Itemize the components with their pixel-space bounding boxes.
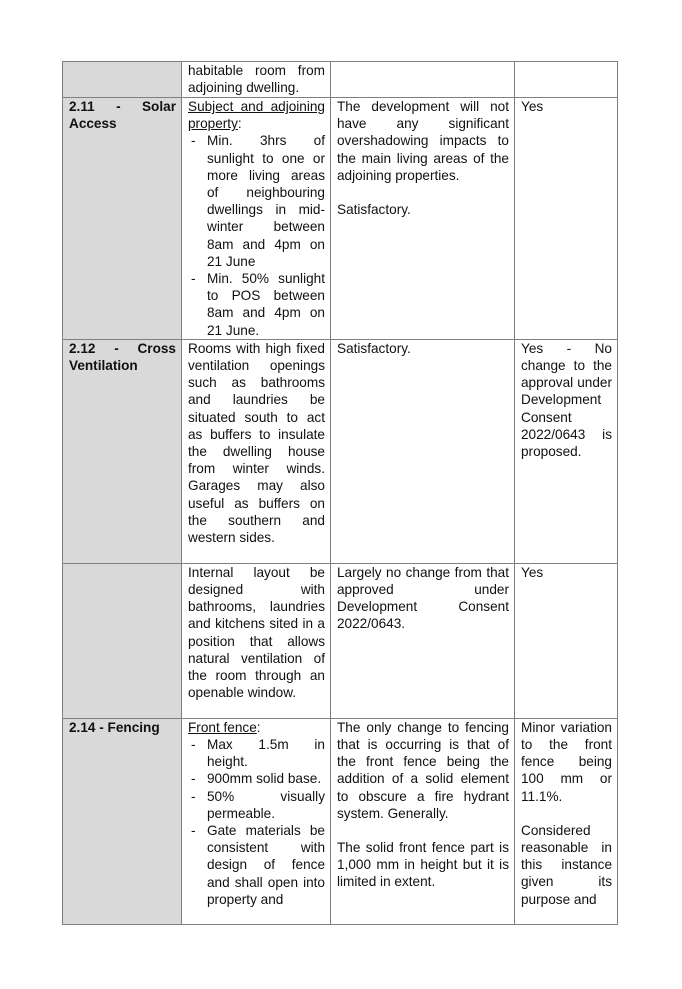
list-item: - Max 1.5m in height. (188, 736, 325, 770)
proposal-text: The solid front fence part is 1,000 mm in height but it is limited in extent. (337, 840, 509, 890)
compliance-text: Minor variation to the front fence being 100 mm or 11.1%. (521, 719, 612, 804)
proposal-cell: Largely no change from that approved under Development Consent 2022/0643. (331, 563, 515, 718)
requirement-cell: habitable room from adjoining dwelling. (182, 62, 331, 98)
proposal-text: Satisfactory. (337, 202, 411, 218)
proposal-text: The only change to fencing that is occurring is that of the front fence being the addition of a solid element to obscure a fire hydrant system. Generally. (337, 719, 509, 821)
proposal-text: The development will not have any significant overshadowing impacts to the main living areas of the adjoining properties. (337, 99, 509, 183)
document-page (62, 61, 617, 925)
table-row (63, 718, 618, 924)
list-item: - Min. 3hrs of sunlight to one or more living areas of neighbouring dwellings in mid-winter between 8am and 4pm on 21 June (188, 132, 325, 270)
requirement-list (188, 132, 325, 338)
requirement-cell: Subject and adjoining property: - Min. 3hrs of sunlight to one or more living areas of neighbouring dwellings in mid-winter between 8am and 4pm on 21 June - Min. 50% sunlight to POS between 8am and 4pm on 21 June. (182, 98, 331, 340)
compliance-text: Considered reasonable in this instance given its purpose and (521, 822, 612, 907)
compliance-cell (515, 62, 618, 98)
requirement-cell: Internal layout be designed with bathrooms, laundries and kitchens sited in a position that allows natural ventilation of the room through an openable window. (182, 563, 331, 718)
control-heading: 2.12 - Cross Ventilation (63, 339, 182, 563)
table-row (63, 98, 618, 340)
list-item: - 50% visually permeable. (188, 788, 325, 822)
table-row (63, 339, 618, 563)
compliance-cell: Yes (515, 563, 618, 718)
control-heading: 2.14 - Fencing (63, 718, 182, 924)
list-item: - Gate materials be consistent with design of fence and shall open into property and (188, 822, 325, 908)
compliance-cell: Yes (515, 98, 618, 340)
control-cell (63, 563, 182, 718)
control-cell (63, 62, 182, 98)
control-heading: 2.11 - Solar Access (63, 98, 182, 340)
requirement-list (188, 736, 325, 908)
proposal-cell (331, 718, 515, 924)
list-item: - Min. 50% sunlight to POS between 8am and 4pm on 21 June. (188, 270, 325, 339)
proposal-cell (331, 98, 515, 340)
proposal-cell (331, 62, 515, 98)
compliance-table (62, 61, 618, 925)
requirement-cell: Rooms with high fixed ventilation openings such as bathrooms and laundries be situated south to act as buffers to insulate the dwelling house from winter winds. Garages may also useful as buffers on the southern and western sides. (182, 339, 331, 563)
compliance-cell (515, 718, 618, 924)
requirement-cell: Front fence: - Max 1.5m in height. - 900mm solid base. - 50% visually permeable. - Gate materials be consistent with design of fence and shall open into property and (182, 718, 331, 924)
table-row (63, 62, 618, 98)
proposal-cell: Satisfactory. (331, 339, 515, 563)
compliance-cell: Yes - No change to the approval under Development Consent 2022/0643 is proposed. (515, 339, 618, 563)
list-item: - 900mm solid base. (188, 770, 325, 787)
requirement-label: Subject and adjoining property (188, 99, 325, 132)
table-row (63, 563, 618, 718)
requirement-label: Front fence (188, 719, 257, 735)
